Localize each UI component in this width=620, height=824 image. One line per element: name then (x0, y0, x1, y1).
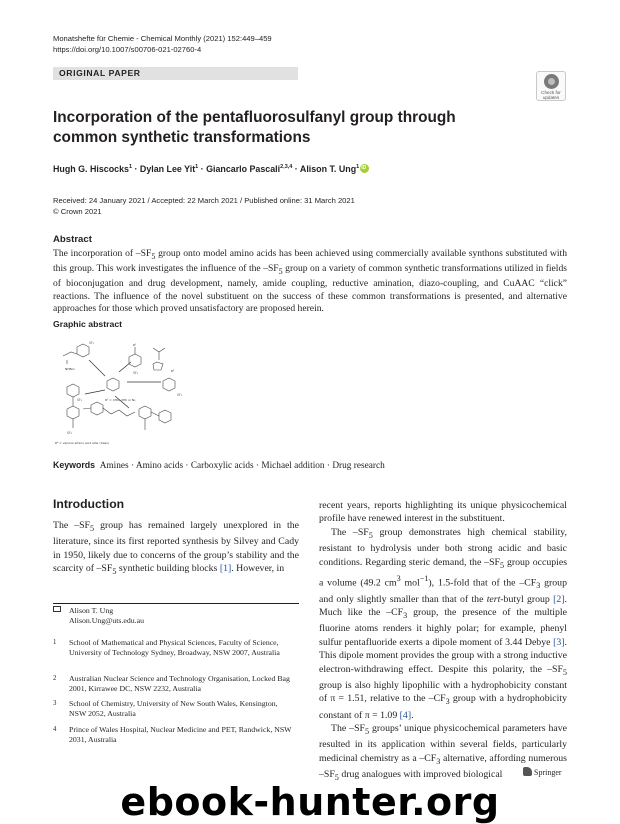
benzene-ring (129, 354, 141, 367)
footnote-divider (53, 603, 299, 604)
author-affiliation: 2,3,4 (280, 164, 293, 171)
affiliation-text: School of Chemistry, University of New South Wales, Kensington, NSW 2052, Australia (69, 699, 278, 719)
benzene-ring (159, 410, 171, 423)
journal-citation (53, 33, 272, 55)
corresponding-email[interactable]: Alison.Ung@uts.edu.au (69, 616, 144, 626)
graphic-label: SF₅ (67, 431, 73, 435)
benzene-ring (67, 384, 79, 397)
citation-link[interactable]: [2] (553, 593, 565, 605)
introduction-heading: Introduction (53, 497, 125, 511)
citation-link[interactable]: [1] (219, 563, 232, 575)
copyright-line: © Crown 2021 (53, 207, 102, 216)
author-name[interactable]: Alison T. Ung (299, 164, 357, 174)
watermark-banner: ebook-hunter.org (120, 780, 500, 824)
citation-link[interactable]: [4] (399, 709, 412, 721)
author-name[interactable]: Giancarlo Pascali (206, 164, 281, 174)
graphic-label: NHBoc (65, 367, 76, 371)
publication-dates (53, 195, 355, 217)
graphic-label: R¹ (133, 343, 137, 347)
author-name[interactable]: Hugh G. Hiscocks (53, 164, 129, 174)
abstract-text: The incorporation of $-SF_5$ group onto model amino acids has been achieved using commercially available synthons substituted with this group. This work investigates the influence of the $-SF_5$ group on a variety of common synthetic transformations utilized in fields of bioconjugation and drug development, namely, amide coupling, reductive amination, diazo-coupling, and CuAAC “click” reactions. The influence of the novel substituent on the success of these common transformations is presented, and alternative approaches for those which proved unsatisfactory are proposed herein. (53, 248, 568, 314)
benzene-ring (163, 378, 175, 391)
author-name[interactable]: Dylan Lee Yit (139, 164, 196, 174)
graphic-abstract-figure (53, 338, 203, 446)
badge-line-2: updates (542, 95, 560, 100)
corresponding-name: Alison T. Ung (69, 606, 114, 615)
graphic-label: R² (171, 369, 175, 373)
graphic-label: SF₅ (133, 371, 139, 375)
check-for-updates-button[interactable] (536, 71, 566, 101)
orcid-icon[interactable] (360, 164, 369, 173)
benzene-ring (107, 378, 119, 391)
dates-line: Received: 24 January 2021 / Accepted: 22 March 2021 / Published online: 31 March 2021 (53, 196, 355, 205)
introduction-left-column: The $-SF_5$ group has remained largely unexplored in the literature, since its first reported synthesis by Silvey and Cady in 1950, likely due to concerns of the group’s stability and the scarcity of $-SF_5$ synthetic building blocks [1]. However, in (53, 520, 299, 577)
benzene-ring (139, 406, 151, 419)
affiliation-number: 3 (53, 700, 57, 707)
graphic-footnote: R² = various amino acid side chains (55, 441, 109, 445)
badge-line-1: Check for (541, 90, 561, 95)
graphic-label: SF₅ (77, 398, 83, 402)
affiliation-text: School of Mathematical and Physical Sciences, Faculty of Science, University of Technology Sydney, Broadway, NSW 2007, Australia (69, 638, 280, 658)
keywords-label: Keywords (53, 460, 96, 470)
author-affiliation: 1 (128, 164, 133, 171)
springer-horse-icon (523, 767, 532, 776)
graphic-abstract-heading: Graphic abstract (53, 319, 123, 329)
affiliation-number: 1 (53, 639, 57, 646)
article-type-label: ORIGINAL PAPER (59, 68, 141, 78)
keywords-line (53, 460, 385, 471)
author-affiliation: 1 (356, 164, 360, 171)
doi-link[interactable]: https://doi.org/10.1007/s00706-021-02760-4 (53, 45, 202, 54)
citation-link[interactable]: [3] (553, 636, 565, 648)
check-for-updates-icon (544, 74, 559, 89)
abstract-heading: Abstract (53, 234, 92, 245)
triazole-ring (153, 362, 163, 370)
reaction-arrow (89, 360, 105, 376)
reaction-arrow (85, 390, 105, 394)
benzene-ring (91, 402, 103, 415)
paragraph: The $-SF_5$ group demonstrates high chemical stability, resistant to hydrolysis under both strong acidic and basic conditions. Regarding steric demand, the $-SF_5$ group occupies a volume (49.2 $cm^3$ mol$^{-1}$), 1.5-fold that of the $-CF_3$ group and only slightly smaller than that of the tert-butyl group [2]. Much like the $-CF_3$ group, the presence of the multiple fluorine atoms renders it highly polar; for example, phenyl sulfur pentafluoride exerts a dipole moment of 3.44 Debye [3]. This dipole moment provides the group with a strong inductive electron-withdrawing effect. Despite this polarity, the $-SF_5$ group is also highly lipophilic with a hydrophobicity constant of π = 1.51, relative to the $-CF_3$ group with a hydrophobicity constant of π = 1.09 [4]. (319, 526, 568, 721)
article-title: Incorporation of the pentafluorosulfanyl group through common synthetic transformations (53, 109, 456, 146)
author-affiliation: 1 (195, 164, 199, 171)
envelope-icon (53, 606, 61, 616)
publisher-name: Springer (534, 768, 562, 777)
graphic-label: SF₅ (89, 341, 95, 345)
publisher-logo (523, 767, 562, 777)
introduction-right-column (319, 499, 567, 785)
keywords-list: Amines · Amino acids · Carboxylic acids · Michael addition · Drug research (99, 461, 385, 471)
reaction-arrow (119, 362, 131, 372)
affiliation-text: Prince of Wales Hospital, Nuclear Medicine and PET, Randwick, NSW 2031, Australia (69, 725, 292, 745)
affiliation-text: Australian Nuclear Science and Technology Organisation, Locked Bag 2001, Kirrawee DC, NSW 2232, Australia (69, 674, 290, 694)
affiliation-number: 4 (53, 726, 57, 733)
journal-name: Monatshefte für Chemie - Chemical Monthly (2021) 152:449–459 (53, 34, 272, 43)
benzene-ring (77, 344, 89, 357)
graphic-label: SF₅ (177, 393, 183, 397)
paragraph: recent years, reports highlighting its unique physicochemical profile have renewed interest in the substituent. (319, 500, 567, 525)
affiliation-number: 2 (53, 675, 57, 682)
article-type-banner (53, 67, 298, 80)
benzene-ring (67, 406, 79, 419)
author-list: Hugh G. Hiscocks$^1$ · Dylan Lee Yit$^1$ · Giancarlo Pascali$^{2,3,4}$ · Alison T. Ung$^1$iD (53, 164, 369, 174)
graphic-center-label: R¹ = CHO, NH₂ or N₃ (105, 398, 136, 402)
paragraph: The $-SF_5$ groups’ unique physicochemical parameters have resulted in its application within several fields, particularly medicinal chemistry as a $-CF_3$ alternative, affording numerous $-SF_5$ drug analogues with improved biological (319, 723, 567, 783)
